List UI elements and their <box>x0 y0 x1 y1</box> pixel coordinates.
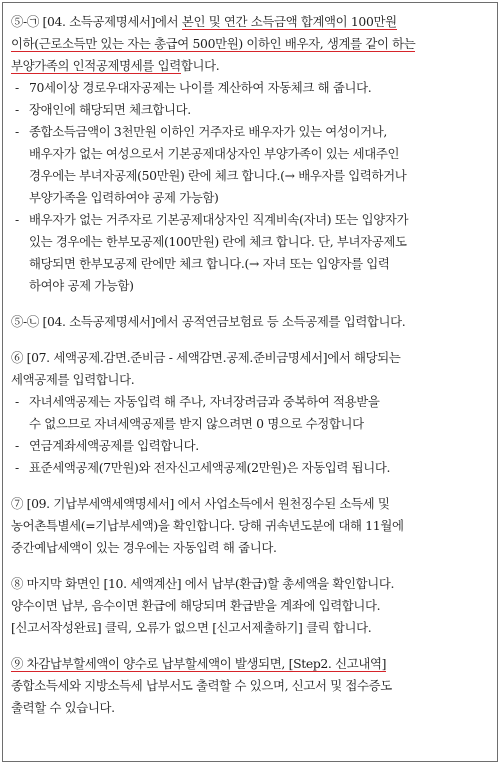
underlined-text: 이하(근로소득만 있는 자는 총급여 500만원) 이하인 배우자, 생계를 같이 하는 <box>11 36 416 51</box>
paragraph-line: ⑥ [07. 세액공제.감면.준비금 - 세액감면.공제.준비금명세서]에서 해당되는 <box>11 350 401 365</box>
section-7-prepaid-tax <box>11 493 491 559</box>
paragraph-line: ⑧ 마지막 화면인 [10. 세액계산] 에서 납부(환급)할 총세액을 확인합니다. <box>11 576 395 591</box>
section-9-payment-slip <box>11 653 491 719</box>
bullet-child-tax-credit: - 자녀세액공제는 자동입력 해 주나, 자녀장려금과 중복하여 적용받을 수 없으므로 자녀세액공제를 받지 않으려면 0 명으로 수정합니다 <box>11 391 491 435</box>
paragraph-line: 부양가족의 인적공제명세를 입력합니다. <box>11 58 220 73</box>
section-5a-personal-deduction <box>11 11 491 297</box>
dash-marker: - <box>15 460 19 475</box>
document-page <box>2 2 498 762</box>
paragraph-line: 양수이면 납부, 음수이면 환급에 해당되며 환급받을 계좌에 입력합니다. <box>11 598 381 613</box>
bullet-standard-credit: - 표준세액공제(7만원)와 전자신고세액공제(2만원)은 자동입력 됩니다. <box>11 457 491 479</box>
underlined-text: 본인 및 연간 소득금액 합계액이 100만원 <box>181 14 397 29</box>
paragraph-line: 출력할 수 있습니다. <box>11 700 115 715</box>
section-5b-pension-deduction <box>11 311 491 333</box>
paragraph-line <box>11 33 491 55</box>
paragraph-line: ⑤-㉠ [04. 소득공제명세서]에서 본인 및 연간 소득금액 합계액이 100만원 <box>11 14 397 29</box>
paragraph-line <box>11 653 491 675</box>
dash-marker: - <box>15 212 19 227</box>
bullet-elderly-deduction: - 70세이상 경로우대자공제는 나이를 계산하여 자동체크 해 줍니다. <box>11 77 491 99</box>
paragraph-line: ⑤-㉡ [04. 소득공제명세서]에서 공적연금보험료 등 소득공제를 입력합니다. <box>11 314 406 329</box>
dash-marker: - <box>15 80 19 95</box>
bullet-single-parent-deduction: - 배우자가 없는 거주자로 기본공제대상자인 직계비속(자녀) 또는 입양자가 있는 경우에는 한부모공제(100만원) 란에 체크 합니다. 단, 부녀자공제도 해당되면 한부모공제 란에만 체크 합니다.(→ 자녀 또는 입양자를 입력 하여야 공제 가능함) <box>11 209 491 297</box>
paragraph-line: 농어촌특별세(=기납부세액)을 확인합니다. 당해 귀속년도분에 대해 11월에 <box>11 518 404 533</box>
dash-marker: - <box>15 394 19 409</box>
section-6-tax-credit <box>11 347 491 479</box>
bullet-disabled-deduction: - 장애인에 해당되면 체크합니다. <box>11 99 491 121</box>
bullet-pension-account-credit: - 연금계좌세액공제를 입력합니다. <box>11 435 491 457</box>
paragraph-line: 중간예납세액이 있는 경우에는 자동입력 해 줍니다. <box>11 540 277 555</box>
dash-marker: - <box>15 124 19 139</box>
dash-marker: - <box>15 102 19 117</box>
bullet-female-deduction: - 종합소득금액이 3천만원 이하인 거주자로 배우자가 있는 여성이거나, 배우자가 없는 여성으로서 기본공제대상자인 부양가족이 있는 세대주인 경우에는 부녀자공제(50만원) 란에 체크 합니다.(→ 배우자를 입력하거나 부양가족을 입력하여야 공제 가능함) <box>11 121 491 209</box>
paragraph-line: [신고서작성완료] 클릭, 오류가 없으면 [신고서제출하기] 클릭 합니다. <box>11 620 372 635</box>
dash-marker: - <box>15 438 19 453</box>
paragraph-line: ⑦ [09. 기납부세액세액명세서] 에서 사업소득에서 원천징수된 소득세 및 <box>11 496 390 511</box>
paragraph-line: 종합소득세와 지방소득세 납부서도 출력할 수 있으며, 신고서 및 접수증도 <box>11 678 392 693</box>
section-8-tax-calculation <box>11 573 491 639</box>
paragraph-line: 세액공제를 입력합니다. <box>11 372 135 387</box>
underlined-text: ⑨ 차감납부할세액이 양수로 납부할세액이 발생되면, [Step2. 신고내역] <box>11 656 387 671</box>
underlined-text: 부양가족의 인적공제명세를 입력 <box>11 58 181 73</box>
